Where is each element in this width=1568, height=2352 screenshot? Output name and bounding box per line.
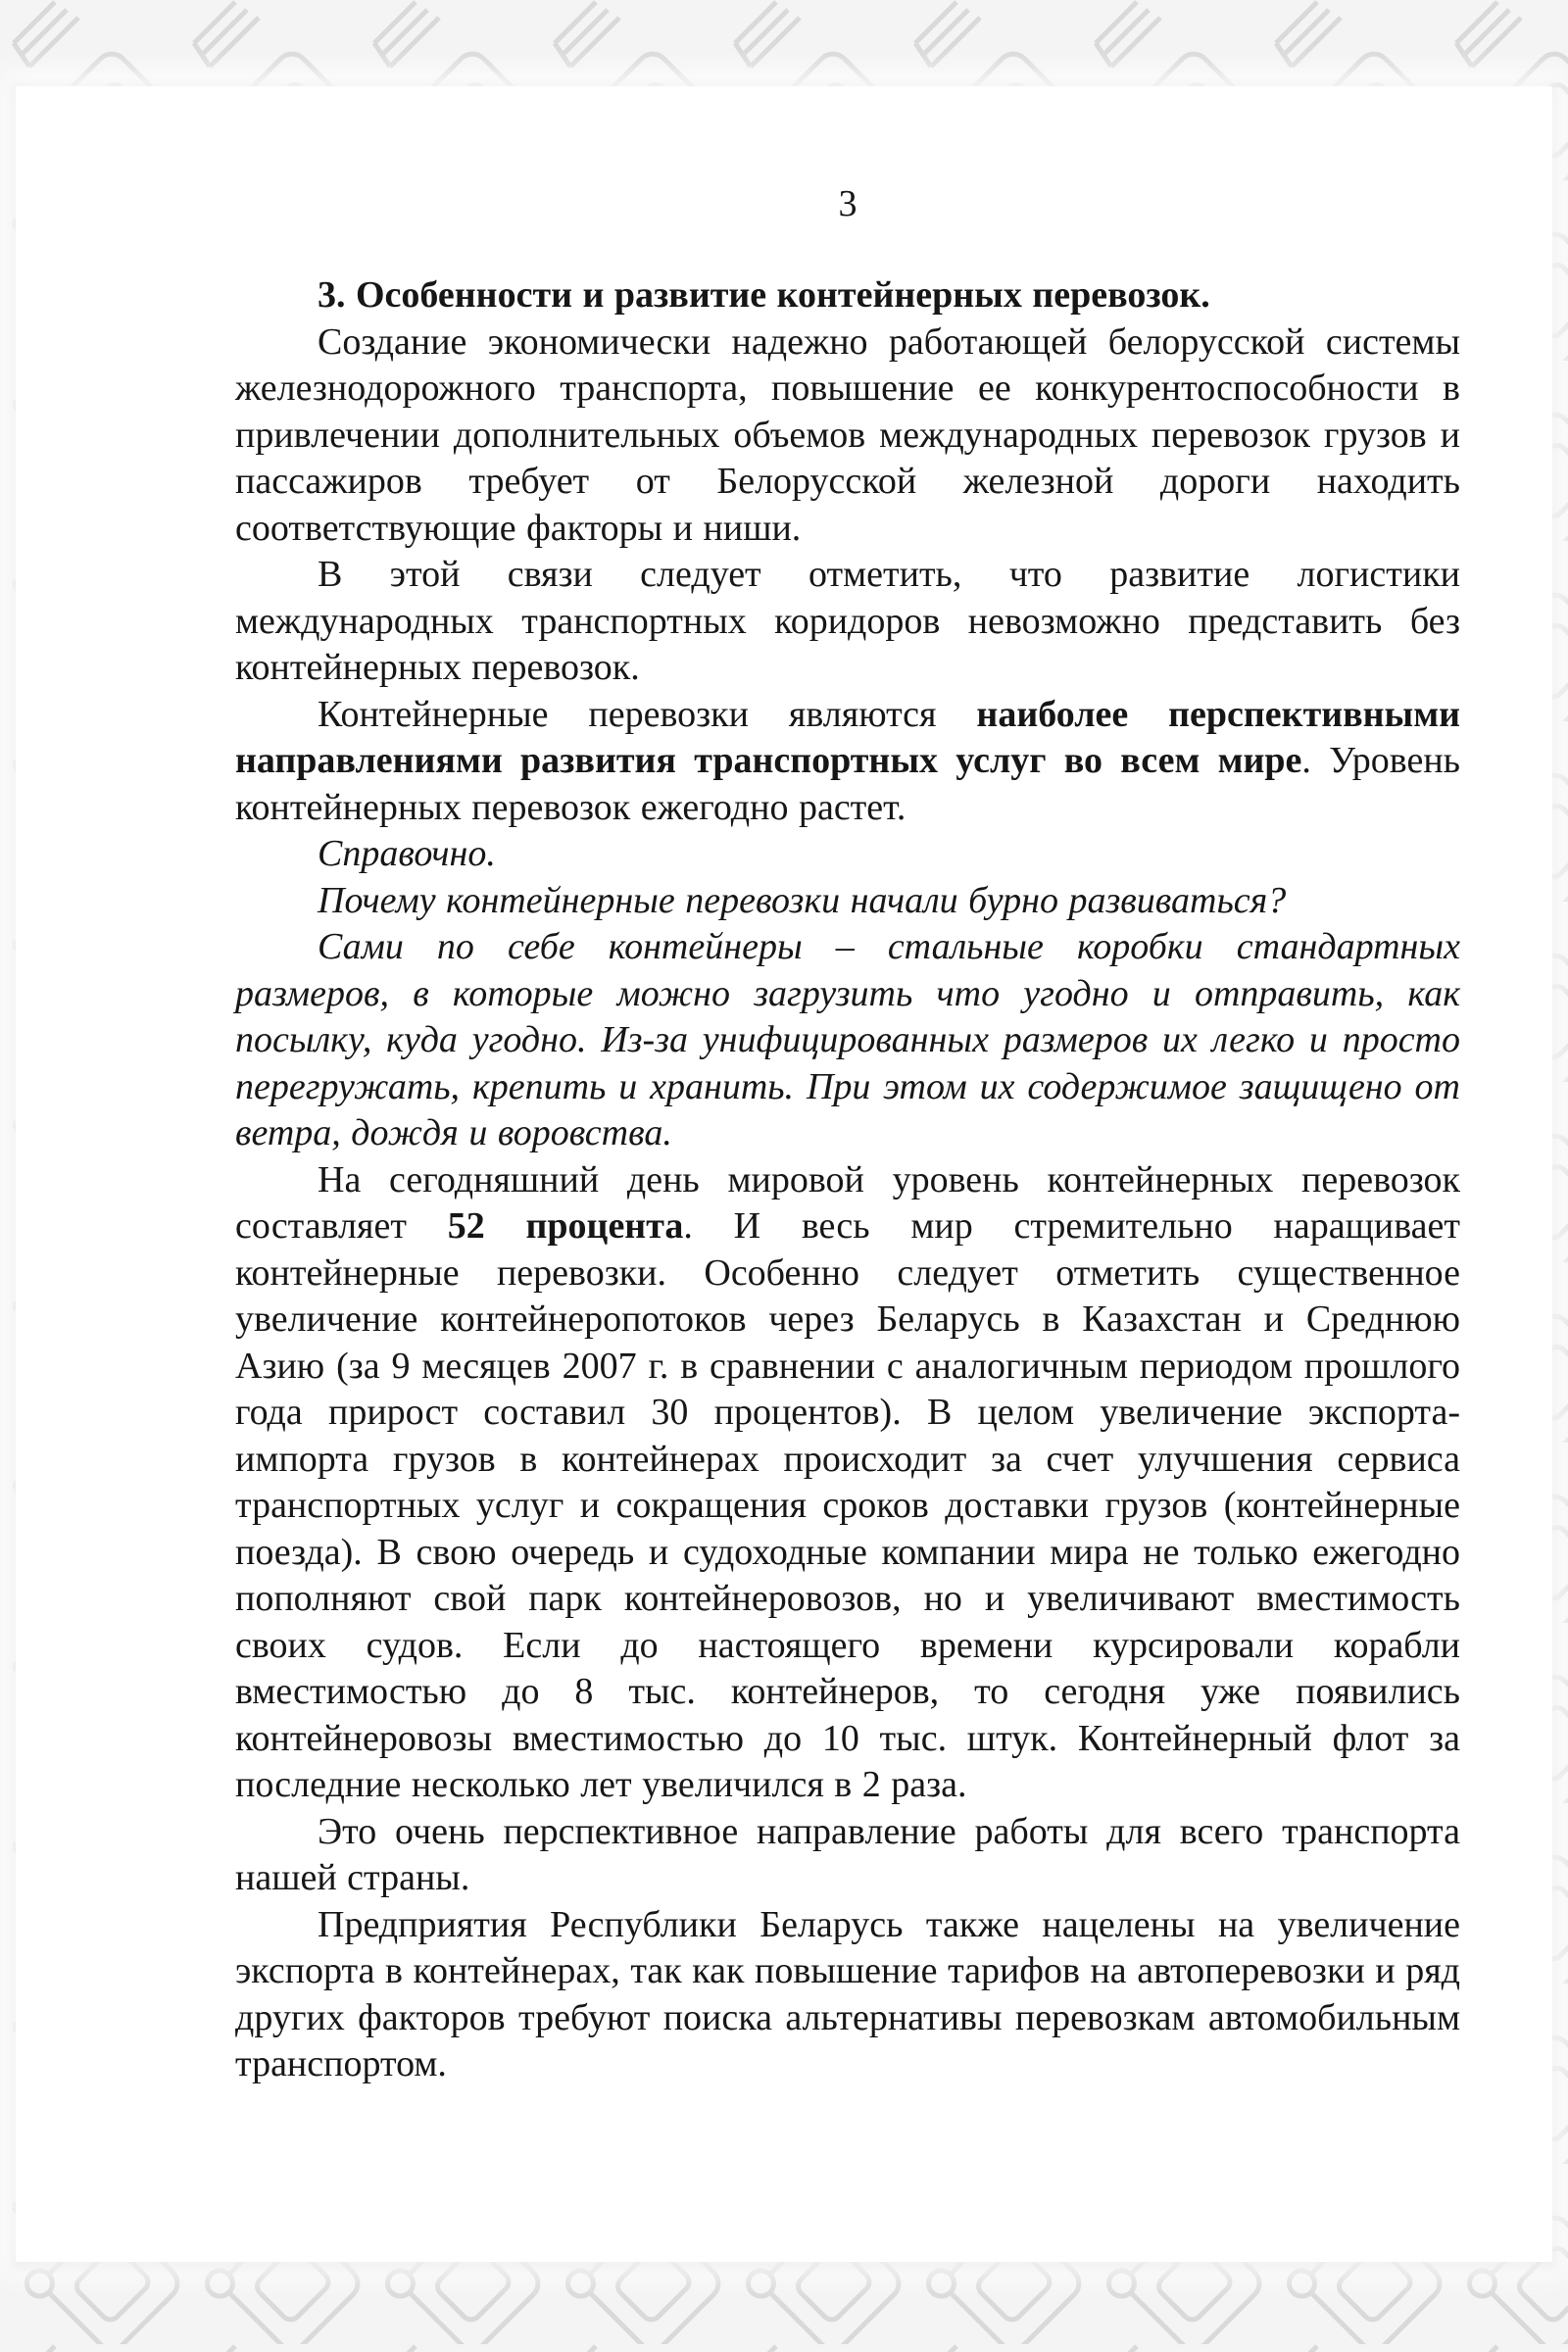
paragraph-6 <box>235 1902 1460 2088</box>
text-segment: . Уровень контейнерных перевозок ежегодно растет. <box>235 740 1460 828</box>
document-page <box>16 86 1552 2262</box>
paragraph-1 <box>235 319 1460 553</box>
document-body <box>235 272 1460 2088</box>
text-segment: Сами по себе контейнеры – стальные коробки стандартных размеров, в которые можно загрузить что угодно и отправить, как посылку, куда угодно. Из-за унифицированных размеров их легко и просто перегружать, крепить и хранить. При этом их содержимое защищено от ветра, дождя и воровства. <box>235 926 1460 1153</box>
section-heading <box>235 272 1460 319</box>
text-segment: Справочно. <box>318 833 496 874</box>
note-question <box>235 878 1460 925</box>
paragraph-5 <box>235 1809 1460 1902</box>
bold-text-segment: наиболее перспективными направлениями развития транспортных услуг во всем мире <box>235 693 1460 781</box>
text-segment: . И весь мир стремительно наращивает контейнерные перевозки. Особенно следует отметить существенное увеличение контейнеропотоков через Беларусь в Казахстан и Среднюю Азию (за 9 месяцев 2007 г. в сравнении с аналогичным периодом прошлого года прирост составил 30 процентов). В целом увеличение экспорта-импорта грузов в контейнерах происходит за счет улучшения сервиса транспортных услуг и сокращения сроков доставки грузов (контейнерные поезда). В свою очередь и судоходные компании мира не только ежегодно пополняют свой парк контейнеровозов, но и увеличивают вместимость своих судов. Если до настоящего времени курсировали корабли вместимостью до 8 тыс. контейнеров, то сегодня уже появились контейнеровозы вместимостью до 10 тыс. штук. Контейнерный флот за последние несколько лет увеличился в 2 раза. <box>235 1205 1460 1805</box>
note-label <box>235 831 1460 878</box>
bold-text-segment: 52 процента <box>447 1205 684 1247</box>
page-number: 3 <box>838 183 858 224</box>
bold-text-segment: 3. Особенности и развитие контейнерных перевозок. <box>318 274 1210 316</box>
paragraph-3 <box>235 692 1460 832</box>
paragraph-4 <box>235 1157 1460 1809</box>
text-segment: Предприятия Республики Беларусь также нацелены на увеличение экспорта в контейнерах, так как повышение тарифов на автоперевозки и ряд других факторов требуют поиска альтернативы перевозкам автомобильным транспортом. <box>235 1903 1460 2084</box>
text-segment: На сегодняшний день мировой уровень контейнерных перевозок составляет <box>235 1158 1460 1247</box>
text-segment: Почему контейнерные перевозки начали бурно развиваться? <box>318 879 1287 921</box>
paragraph-2 <box>235 552 1460 692</box>
text-segment: Это очень перспективное направление работы для всего транспорта нашей страны. <box>235 1810 1460 1898</box>
text-segment: Контейнерные перевозки являются <box>318 693 977 735</box>
note-body <box>235 924 1460 1157</box>
text-segment: Создание экономически надежно работающей белорусской системы железнодорожного транспорта, повышение ее конкурентоспособности в привлечении дополнительных объемов международных перевозок грузов и пассажиров требует от Белорусской железной дороги находить соответствующие факторы и ниши. <box>235 320 1460 549</box>
text-segment: В этой связи следует отметить, что развитие логистики международных транспортных коридоров невозможно представить без контейнерных перевозок. <box>235 554 1460 688</box>
